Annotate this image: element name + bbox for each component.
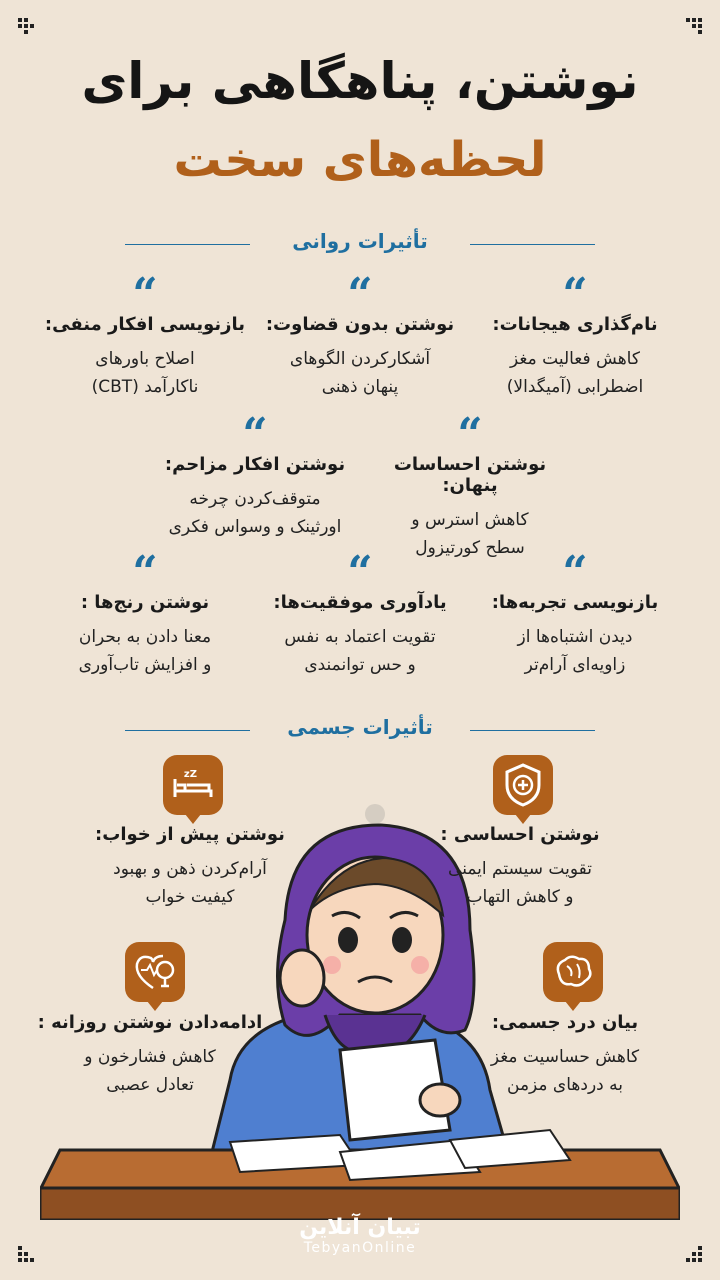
item-desc: دیدن اشتباه‌ها از bbox=[517, 627, 633, 647]
item-title: بازنویسی افکار منفی: bbox=[44, 314, 246, 335]
item-title: نوشتن احساسی : bbox=[440, 824, 600, 845]
quote-icon: “ bbox=[562, 269, 588, 320]
item-desc: زاویه‌ای آرام‌تر bbox=[524, 655, 626, 675]
item-desc: متوقف‌کردن چرخه bbox=[189, 489, 321, 509]
corner-ornament bbox=[14, 14, 38, 38]
item-desc: تعادل عصبی bbox=[106, 1075, 194, 1095]
item-desc: آشکارکردن الگوهای bbox=[289, 349, 431, 369]
item-desc: کاهش استرس و bbox=[411, 510, 529, 530]
phys-item bbox=[405, 824, 635, 911]
item-desc: کاهش حساسیت مغز bbox=[490, 1047, 640, 1067]
logo-text-en: TebyanOnline bbox=[303, 1240, 417, 1256]
item-desc: اضطرابی (آمیگدالا) bbox=[506, 377, 644, 397]
item-title: بازنویسی تجربه‌ها: bbox=[491, 592, 659, 613]
item-desc: کیفیت خواب bbox=[145, 887, 235, 907]
shield-plus-icon bbox=[493, 755, 553, 815]
heart-pulse-icon bbox=[125, 942, 185, 1002]
item-desc: اورثینک و وسواس فکری bbox=[168, 517, 342, 537]
item-title: نوشتن پیش از خواب: bbox=[95, 824, 285, 845]
phys-item bbox=[75, 824, 305, 911]
psych-item bbox=[470, 548, 680, 679]
item-desc: کاهش فشارخون و bbox=[84, 1047, 216, 1067]
item-title: یادآوری موفقیت‌ها: bbox=[273, 592, 447, 613]
item-desc: به دردهای مزمن bbox=[507, 1075, 623, 1095]
psych-item bbox=[365, 410, 575, 562]
item-title: نام‌گذاری هیجانات: bbox=[492, 314, 658, 335]
quote-icon: “ bbox=[132, 547, 158, 598]
section-label: تأثیرات روانی bbox=[292, 229, 428, 253]
item-title: نوشتن بدون قضاوت: bbox=[265, 314, 455, 335]
page-subtitle: لحظه‌های سخت bbox=[173, 132, 547, 188]
psych-item bbox=[255, 270, 465, 401]
svg-text:zZ: zZ bbox=[183, 769, 197, 780]
quote-icon: “ bbox=[562, 547, 588, 598]
psych-item bbox=[40, 270, 250, 401]
item-desc: معنا دادن به بحران bbox=[78, 627, 212, 647]
quote-icon: “ bbox=[347, 547, 373, 598]
item-desc: آرام‌کردن ذهن و بهبود bbox=[113, 859, 267, 879]
quote-icon: “ bbox=[457, 409, 483, 460]
item-desc: اصلاح باورهای bbox=[95, 349, 195, 369]
quote-icon: “ bbox=[347, 269, 373, 320]
psych-item bbox=[470, 270, 680, 401]
brand-logo bbox=[0, 1215, 720, 1256]
section-header-psych bbox=[125, 229, 595, 259]
item-desc: و حس توانمندی bbox=[304, 655, 416, 675]
item-title: نوشتن رنج‌ها : bbox=[80, 592, 210, 613]
quote-icon: “ bbox=[242, 409, 268, 460]
phys-item bbox=[20, 1012, 280, 1099]
item-title: نوشتن احساسات پنهان: bbox=[393, 454, 547, 496]
bed-icon bbox=[163, 755, 223, 815]
item-desc: پنهان ذهنی bbox=[321, 377, 399, 397]
item-desc: کاهش فعالیت مغز bbox=[510, 349, 640, 369]
section-header-phys bbox=[125, 715, 595, 745]
item-title: نوشتن افکار مزاحم: bbox=[164, 454, 346, 475]
watermark-icon bbox=[365, 804, 385, 824]
item-title: ادامه‌دادن نوشتن روزانه : bbox=[37, 1012, 263, 1033]
item-desc: سطح کورتیزول bbox=[415, 538, 525, 558]
psych-item bbox=[145, 410, 365, 541]
item-title: بیان درد جسمی: bbox=[491, 1012, 639, 1033]
psych-item bbox=[40, 548, 250, 679]
page-title: نوشتن، پناهگاهی برای bbox=[81, 52, 639, 110]
phys-item bbox=[455, 1012, 675, 1099]
corner-ornament bbox=[682, 14, 706, 38]
quote-icon: “ bbox=[132, 269, 158, 320]
brain-icon bbox=[543, 942, 603, 1002]
item-desc: تقویت سیستم ایمنی bbox=[448, 859, 592, 879]
item-desc: و افزایش تاب‌آوری bbox=[78, 655, 212, 675]
item-desc: تقویت اعتماد به نفس bbox=[284, 627, 436, 647]
item-desc: و کاهش التهاب bbox=[466, 887, 574, 907]
logo-text-fa: تبیان آنلاین bbox=[299, 1215, 421, 1240]
psych-item bbox=[255, 548, 465, 679]
section-label: تأثیرات جسمی bbox=[287, 715, 433, 739]
item-desc: ناکارآمد (CBT) bbox=[91, 377, 199, 397]
